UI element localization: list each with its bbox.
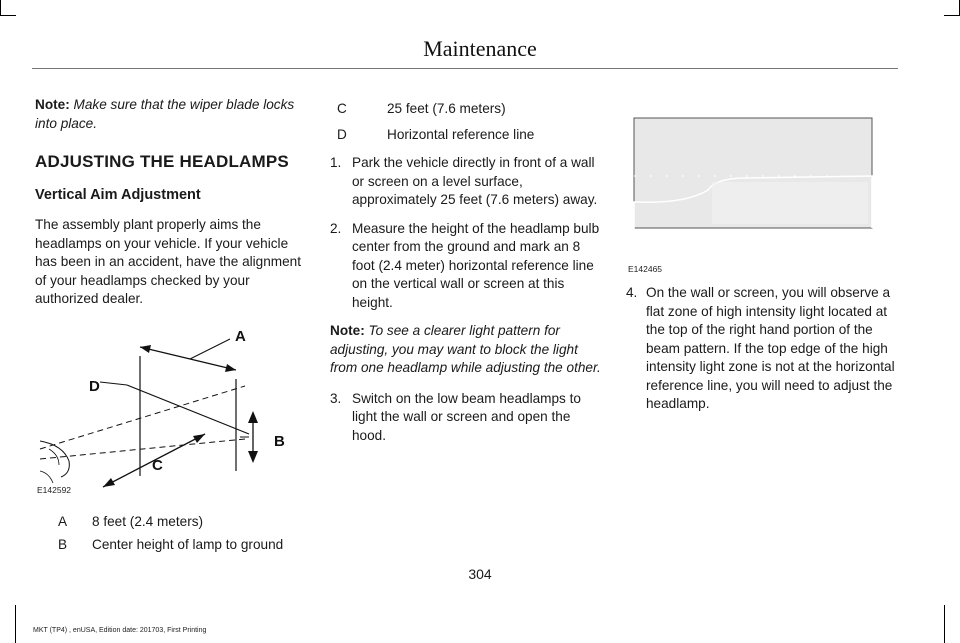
step-text: Measure the height of the headlamp bulb center from the ground and mark an 8 foot (2.4 meter) horizontal reference line on the vertical wall or screen at this height. [352,220,600,310]
crop-mark [944,15,960,16]
legend-key: D [337,126,347,142]
step-text: Park the vehicle directly in front of a wall or screen on a level surface, approximately 25 feet (7.6 meters) away. [352,155,598,207]
legend-item [35,513,307,532]
note-label: Note: [35,97,70,112]
figure-id: E142465 [628,264,663,274]
step-item [330,154,602,210]
legend-text: 25 feet (7.6 meters) [387,101,506,116]
figure-label-a: A [235,327,246,345]
step-number: 4. [626,285,638,300]
headlamp-aim-figure [35,321,307,501]
column-middle [330,100,602,455]
step-text: Switch on the low beam headlamps to light the wall or screen and open the hood. [352,390,581,443]
figure-label-c: C [152,456,163,474]
legend-key: C [337,101,347,116]
step-number: 2. [330,220,342,236]
legend-text: Horizontal reference line [387,126,535,142]
figure-label-b: B [274,432,285,450]
crop-mark [15,605,16,643]
note [35,96,307,133]
subsection-heading: Vertical Aim Adjustment [35,186,201,203]
header-divider [32,68,898,69]
note [330,322,602,378]
beam-pattern-diagram [626,110,898,278]
step-item [330,220,602,313]
beam-pattern-figure [626,110,898,278]
legend-key: B [58,537,68,552]
legend-list [35,513,307,555]
legend-item [330,126,602,145]
step-number: 1. [330,155,342,170]
crop-mark [944,605,945,643]
legend-key: A [58,513,68,529]
figure-label-d: D [89,377,100,395]
crop-mark [0,0,1,16]
column-right [626,110,898,424]
step-item [626,284,898,414]
figure-id: E142592 [37,484,72,495]
step-text: On the wall or screen, you will observe a flat zone of high intensity light located at the top of the right hand portion of the beam pattern. If the top edge of the high intensity light zone is not at the horizontal reference line, you will need to adjust the headlamp. [646,285,895,411]
step-number: 3. [330,390,342,406]
column-left [35,96,307,560]
crop-mark [0,15,16,16]
legend-text: Center height of lamp to ground [92,537,284,552]
legend-list [330,100,602,144]
legend-item [35,536,307,555]
section-heading: ADJUSTING THE HEADLAMPS [35,152,289,171]
page-number: 304 [468,566,492,582]
step-item [330,390,602,446]
page-header-title: Maintenance [423,36,537,61]
note-label: Note: [330,323,365,338]
headlamp-aim-diagram [35,321,307,501]
legend-item [330,100,602,119]
note-text: To see a clearer light pattern for adjusting, you may want to block the light from one headlamp while adjusting the other. [330,323,601,375]
note-text: Make sure that the wiper blade locks into place. [35,97,295,131]
legend-text: 8 feet (2.4 meters) [92,513,204,529]
body-paragraph: The assembly plant properly aims the headlamps on your vehicle. If your vehicle has been in an accident, have the alignment of your headlamps checked by your authorized dealer. [35,217,302,306]
edition-info: MKT (TP4) , enUSA, Edition date: 201703, First Printing [33,627,207,634]
